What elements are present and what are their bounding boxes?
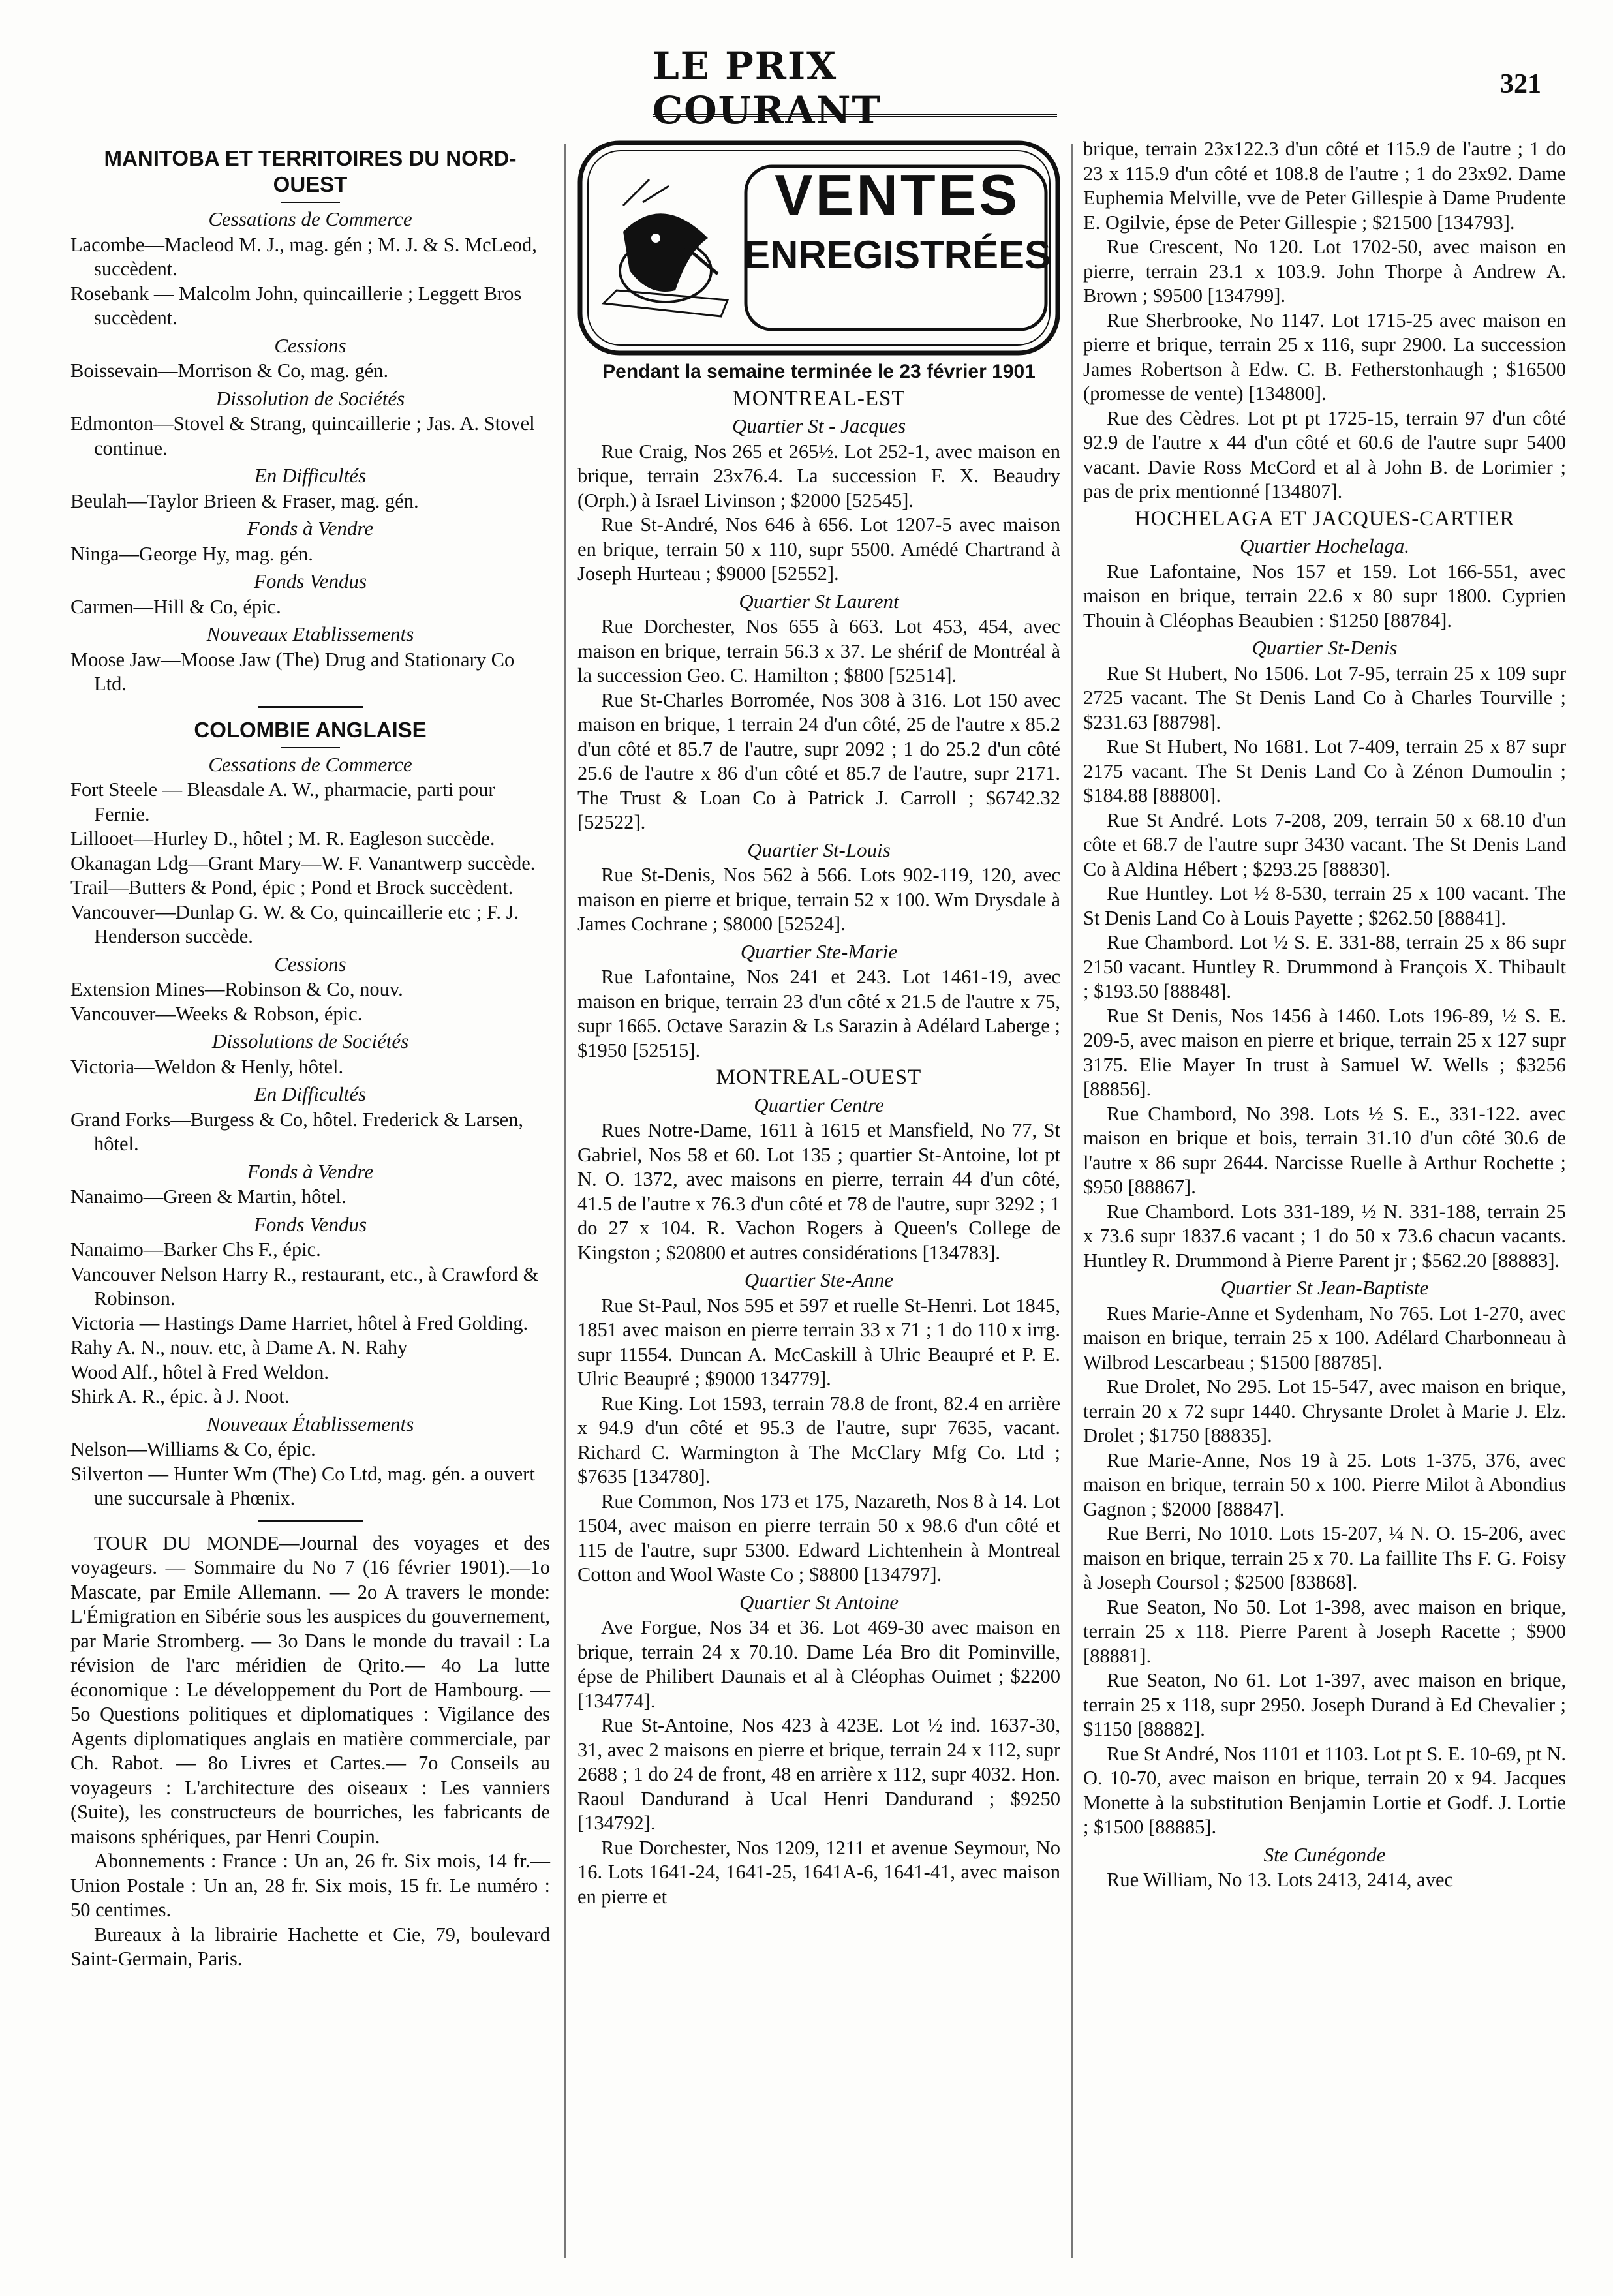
sale-entry: Rue Common, Nos 173 et 175, Nazareth, Nos 8 à 14. Lot 1504, avec maison en pierre terrain 50 x 98.6 d'un côté et 115 de l'autre, supr 5300. Edward Lichtenhein à Montreal Cotton and Wool Waste Co ; $8800 [134797]. xyxy=(577,1490,1060,1585)
subsection-heading: Fonds à Vendre xyxy=(247,1159,374,1183)
listing-entry: Grand Forks—Burgess & Co, hôtel. Frederick & Larsen, hôtel. xyxy=(70,1108,524,1155)
sale-entry: Rue King. Lot 1593, terrain 78.8 de front, 82.4 en arrière x 94.9 d'un côté et 95.3 de l'autre, supr 7635, vacant. Richard C. Warmington à The McClary Mfg Co. Ltd ; $7635 [134780]. xyxy=(577,1392,1060,1488)
sale-entry: Rue St Hubert, No 1681. Lot 7-409, terrain 25 x 87 supr 2175 vacant. The St Denis Land Co à Zénon Dumoulin ; $184.88 [88800]. xyxy=(1083,735,1566,806)
section-title-colombie: COLOMBIE ANGLAISE xyxy=(194,717,427,742)
subsection-heading: Fonds Vendus xyxy=(253,570,367,592)
sale-entry: Rue St-Antoine, Nos 423 à 423E. Lot ½ ind. 1637-30, 31, avec 2 maisons en pierre et brique, terrain 24 x 112, supr 2688 ; 1 do 24 de front, 48 en arrière x 112, supr 4032. Hon. Raoul Dandurand à Ucal Henri Dandurand ; $9250 [134792]. xyxy=(577,1714,1060,1834)
quartier-heading: Quartier Ste-Marie xyxy=(740,940,898,963)
listing-entry: Lillooet—Hurley D., hôtel ; M. R. Eagleson succède. xyxy=(70,827,495,850)
subsection-heading: Cessions xyxy=(274,952,346,975)
listing-entry: Victoria—Weldon & Henly, hôtel. xyxy=(70,1055,344,1078)
notice-paragraph: TOUR DU MONDE—Journal des voyages et des voyageurs. — Sommaire du No 7 (16 février 1901).—1o Mascate, par Emile Allemann. — 2o A travers le monde: L'Émigration en Sibérie sous les auspices du gouvernement, par Marie Stromberg. — 3o Dans le monde du travail : La révision de l'arc méridien de Qrito.— 4o La lutte économique : Le développement du Port de Hambourg. — 5o Questions politiques et diplomatiques : Vigilance des Agents diplomatiques anglais en matière commerciale, par Ch. Rabot. — 8o Livres et Cartes.— 7o Conseils au voyageurs : L'architecture des oiseaux : Les vanniers (Suite), les constructeurs de bourriches, les fabricants de maisons sphériques, par Henri Coupin. xyxy=(70,1531,550,1848)
sale-entry: Rue Berri, No 1010. Lots 15-207, ¼ N. O. 15-206, avec maison en brique, terrain 25 x 70. La faillite Ths F. G. Foisy à Joseph Coursol ; $2500 [83868]. xyxy=(1083,1522,1566,1593)
district-heading: HOCHELAGA ET JACQUES-CARTIER xyxy=(1134,506,1515,530)
subsection-heading: Fonds à Vendre xyxy=(247,517,374,540)
listing-entry: Wood Alf., hôtel à Fred Weldon. xyxy=(70,1360,330,1383)
listing-entry: Carmen—Hill & Co, épic. xyxy=(70,595,281,618)
column-right xyxy=(1083,137,1566,1893)
listing-entry: Nelson—Williams & Co, épic. xyxy=(70,1438,316,1460)
section-title-manitoba: MANITOBA ET TERRITOIRES DU NORD-OUEST xyxy=(104,146,517,196)
quartier-heading: Quartier Centre xyxy=(754,1093,884,1116)
quartier-heading: Quartier St - Jacques xyxy=(731,414,906,437)
listing-entry: Extension Mines—Robinson & Co, nouv. xyxy=(70,978,403,1000)
listing-entry: Edmonton—Stovel & Strang, quincaillerie ; Jas. A. Stovel continue. xyxy=(70,412,535,459)
sale-entry: Rue Huntley. Lot ½ 8-530, terrain 25 x 100 vacant. The St Denis Land Co à Louis Payette ; $262.50 [88841]. xyxy=(1083,882,1566,929)
notice-paragraph: Abonnements : France : Un an, 26 fr. Six mois, 14 fr.—Union Postale : Un an, 28 fr. Six mois, 15 fr. Le numéro : 50 centimes. xyxy=(70,1850,550,1921)
listing-entry: Rosebank — Malcolm John, quincaillerie ; Leggett Bros succèdent. xyxy=(70,282,522,329)
divider xyxy=(258,706,363,708)
listing-entry: Rahy A. N., nouv. etc, à Dame A. N. Rahy xyxy=(70,1336,408,1358)
quartier-heading: Quartier St Jean-Baptiste xyxy=(1220,1276,1429,1299)
sale-entry: Rue Drolet, No 295. Lot 15-547, avec maison en brique, terrain 20 x 72 supr 1440. Chrysante Drolet à Marie J. Elz. Drolet ; $1750 [88835]. xyxy=(1083,1375,1566,1446)
column-middle xyxy=(577,140,1060,1909)
district-heading: MONTREAL-EST xyxy=(732,386,906,410)
subsection-heading: En Difficultés xyxy=(254,464,367,487)
listing-entry: Shirk A. R., épic. à J. Noot. xyxy=(70,1385,290,1407)
quartier-heading: Quartier St Antoine xyxy=(739,1590,899,1614)
listing-entry: Ninga—George Hy, mag. gén. xyxy=(70,542,313,565)
page-number: 321 xyxy=(1500,69,1541,99)
listing-entry: Beulah—Taylor Brieen & Fraser, mag. gén. xyxy=(70,489,419,512)
banner-line-1: VENTES xyxy=(774,162,1021,227)
sale-entry: Rue St-Paul, Nos 595 et 597 et ruelle St-Henri. Lot 1845, 1851 avec maison en pierre terrain 33 x 71 ; 1 do 110 x irrg. supr 11554. Duncan A. McCaskill à Ulric Beaupré et P. E. Ulric Beaupré ; $9000 134779]. xyxy=(577,1294,1060,1390)
subsection-heading: Cessations de Commerce xyxy=(208,752,412,776)
listing-entry: Trail—Butters & Pond, épic ; Pond et Brock succèdent. xyxy=(70,876,514,898)
subsection-heading: Fonds Vendus xyxy=(253,1212,367,1236)
sale-entry: Rue Crescent, No 120. Lot 1702-50, avec maison en pierre, terrain 23.1 x 103.9. John Thorpe à Andrew A. Brown ; $9500 [134799]. xyxy=(1083,236,1566,307)
listing-entry: Lacombe—Macleod M. J., mag. gén ; M. J. & S. McLeod, succèdent. xyxy=(70,233,537,280)
listing-entry: Vancouver—Dunlap G. W. & Co, quincaillerie etc ; F. J. Henderson succède. xyxy=(70,900,519,947)
column-rule xyxy=(1071,144,1073,2258)
listing-entry: Moose Jaw—Moose Jaw (The) Drug and Stationary Co Ltd. xyxy=(70,648,515,695)
subsection-heading: En Difficultés xyxy=(254,1082,367,1105)
sale-entry: Rue Chambord, No 398. Lots ½ S. E., 331-122. avec maison en brique et bois, terrain 31.10 d'un côté 30.6 de l'autre x 86 supr 2644. Narcisse Ruelle à Arthur Rochette ; $950 [88867]. xyxy=(1083,1102,1566,1198)
listing-entry: Nanaimo—Green & Martin, hôtel. xyxy=(70,1186,346,1208)
sale-entry: Rue Dorchester, Nos 655 à 663. Lot 453, 454, avec maison en brique, terrain 56.3 x 37. Le shérif de Montréal à la succession Geo. C. Hamilton ; $800 [52514]. xyxy=(577,615,1060,686)
sale-entry: Rue Sherbrooke, No 1147. Lot 1715-25 avec maison en pierre et brique, terrain 25 x 116, supr 2900. La succession James Robertson à Edw. C. B. Fetherstonhaugh ; $16500 (promesse de vente) [134800]. xyxy=(1083,309,1566,405)
subsection-heading: Dissolution de Sociétés xyxy=(215,386,405,410)
listing-entry: Okanagan Ldg—Grant Mary—W. F. Vanantwerp succède. xyxy=(70,851,536,874)
sale-entry: Rue Seaton, No 50. Lot 1-398, avec maison en brique, terrain 25 x 118. Pierre Parent à Joseph Racette ; $900 [88881]. xyxy=(1083,1595,1566,1667)
quartier-heading: Quartier St-Denis xyxy=(1252,636,1398,659)
subsection-heading: Cessions xyxy=(274,333,346,357)
sale-entry: Rue des Cèdres. Lot pt pt 1725-15, terrain 97 d'un côté 92.9 de l'autre x 44 d'un côté et 60.6 de l'autre supr 5400 vacant. Davie Ross McCord et al à John B. de Lorimier ; pas de prix mentionné [134807]. xyxy=(1083,406,1566,502)
notice-paragraph: Bureaux à la librairie Hachette et Cie, 79, boulevard Saint-Germain, Paris. xyxy=(70,1923,550,1970)
subsection-heading: Nouveaux Etablissements xyxy=(206,622,414,645)
divider xyxy=(281,747,340,748)
quartier-heading: Quartier Ste-Anne xyxy=(744,1268,894,1291)
sale-entry: Rue St Denis, Nos 1456 à 1460. Lots 196-89, ½ S. E. 209-5, avec maison en pierre et brique, terrain 25 x 127 supr 3175. Elie Mayer In trust à Samuel W. Wells ; $3256 [88856]. xyxy=(1083,1004,1566,1100)
tour-du-monde-notice xyxy=(70,1531,550,1972)
sale-entry: Rue Seaton, No 61. Lot 1-397, avec maison en brique, terrain 25 x 118, supr 2950. Joseph Durand à Ed Chevalier ; $1150 [88882]. xyxy=(1083,1669,1566,1740)
sale-entry: Rue Chambord. Lot ½ S. E. 331-88, terrain 25 x 86 supr 2150 vacant. Huntley R. Drummond à François X. Thibault ; $193.50 [88848]. xyxy=(1083,931,1566,1002)
listing-entry: Fort Steele — Bleasdale A. W., pharmacie, parti pour Fernie. xyxy=(70,778,495,825)
ventes-banner xyxy=(577,140,1060,356)
quartier-heading: Quartier St Laurent xyxy=(739,589,899,613)
listing-entry: Vancouver—Weeks & Robson, épic. xyxy=(70,1002,363,1025)
sale-entry: Rues Notre-Dame, 1611 à 1615 et Mansfield, No 77, St Gabriel, Nos 58 et 60. Lot 135 ; quartier St-Antoine, lot pt N. O. 1372, avec maisons en pierre, terrain 44 d'un côté, 41.5 de l'autre x 76.3 d'un côté et 78 de l'autre, supr 3292 ; 1 do 27 x 104. R. Vachon Rogers à Queen's College de Kingston ; $20800 et autres considérations [134783]. xyxy=(577,1119,1060,1264)
sale-entry: Rue William, No 13. Lots 2413, 2414, avec xyxy=(1107,1869,1454,1891)
column-rule xyxy=(564,144,566,2258)
sale-entry: Ave Forgue, Nos 34 et 36. Lot 469-30 avec maison en brique, terrain 24 x 70.10. Dame Léa Bro dit Pominville, épse de Philibert Daunais et al à Cléophas Ouimet ; $2200 [134774]. xyxy=(577,1616,1060,1712)
sale-entry: Rue St Hubert, No 1506. Lot 7-95, terrain 25 x 109 supr 2725 vacant. The St Denis Land Co à Charles Tourville ; $231.63 [88798]. xyxy=(1083,662,1566,733)
banner-line-2: ENREGISTRÉES xyxy=(744,233,1051,277)
listing-entry: Boissevain—Morrison & Co, mag. gén. xyxy=(70,360,389,382)
quartier-heading: Ste Cunégonde xyxy=(1263,1843,1386,1866)
sale-entry: Rue St-Charles Borromée, Nos 308 à 316. Lot 150 avec maison en brique, 1 terrain 24 d'un côté, 25 de l'autre x 85.2 d'un côté et 85.7 de l'autre, supr 2092 ; 1 do 25.2 d'un côté 25.6 de l'autre x 86 d'un côté et 85.7 de l'autre, supr 2171. The Trust & Loan Co à Patrick J. Carroll ; $6742.32 [52522]. xyxy=(577,688,1060,833)
colombie-sections xyxy=(70,752,550,1511)
banner-text xyxy=(744,162,1051,285)
subsection-heading: Dissolutions de Sociétés xyxy=(211,1030,409,1052)
sale-entry: Rue Craig, Nos 265 et 265½. Lot 252-1, avec maison en brique, terrain 23x76.4. La succession F. X. Beaudry (Orph.) à Israel Livinson ; $2000 [52545]. xyxy=(577,440,1060,512)
sale-entry: Rue Chambord. Lots 331-189, ½ N. 331-188, terrain 25 x 73.6 supr 1837.6 vacant ; 1 do 50 x 73.6 chacun vacants. Huntley R. Drummond à Pierre Parent jr ; $562.20 [88883]. xyxy=(1083,1200,1566,1272)
sale-entry: Rue Lafontaine, Nos 157 et 159. Lot 166-551, avec maison en brique, terrain 22.6 x 80 supr 1800. Cyprien Thouin à Cléophas Beaubien : $1250 [88784]. xyxy=(1083,560,1566,632)
listing-entry: Vancouver Nelson Harry R., restaurant, etc., à Crawford & Robinson. xyxy=(70,1263,539,1309)
listing-entry: Nanaimo—Barker Chs F., épic. xyxy=(70,1238,321,1261)
quartier-heading: Quartier St-Louis xyxy=(747,838,891,861)
sale-entry: Rues Marie-Anne et Sydenham, No 765. Lot 1-270, avec maison en brique, terrain 25 x 100. Adélard Charbonneau à Wilbrod Lescarbeau ; $1500 [88785]. xyxy=(1083,1302,1566,1373)
listing-entry: Victoria — Hastings Dame Harriet, hôtel à Fred Golding. xyxy=(70,1311,529,1334)
sale-entry: brique, terrain 23x122.3 d'un côté et 115.9 de l'autre ; 1 do 23 x 115.9 d'un côté et 108.8 de l'autre ; 1 do 23x92. Dame Euphemia Melville, vve de Peter Gillespie à Dame Prudente E. Ogilvie, épse de Peter Gillespie ; $21500 [134793]. xyxy=(1083,138,1566,234)
quartier-heading: Quartier Hochelaga. xyxy=(1239,534,1410,557)
sale-entry: Rue Marie-Anne, Nos 19 à 25. Lots 1-375, 376, avec maison en brique, terrain 50 x 100. Pierre Milot à Abondius Gagnon ; $2000 [88847]. xyxy=(1083,1448,1566,1520)
sale-entry: Rue St André. Lots 7-208, 209, terrain 50 x 68.10 d'un côte et 68.7 de l'autre supr 3430 vacant. The St Denis Land Co à Aldina Hébert ; $293.25 [88830]. xyxy=(1083,808,1566,880)
week-heading: Pendant la semaine terminée le 23 février 1901 xyxy=(602,361,1036,382)
sale-entry: Rue St André, Nos 1101 et 1103. Lot pt S. E. 10-69, pt N. O. 10-70, avec maison en brique, terrain 20 x 94. Jacques Monette à la substitution Benjamin Lortie et Godf. J. Lortie ; $1500 [88885]. xyxy=(1083,1742,1566,1838)
sale-entry: Rue Dorchester, Nos 1209, 1211 et avenue Seymour, No 16. Lots 1641-24, 1641-25, 1641A-6, 1641-41, avec maison en pierre et xyxy=(577,1836,1060,1908)
sale-entry: Rue St-André, Nos 646 à 656. Lot 1207-5 avec maison en brique, terrain 50 x 110, supr 5500. Amédé Chartrand à Joseph Hurteau ; $9000 [52552]. xyxy=(577,513,1060,585)
column-left xyxy=(70,140,550,1972)
sales-listings-middle xyxy=(577,387,1060,1910)
divider xyxy=(281,202,340,203)
sales-listings-right xyxy=(1083,137,1566,1893)
manitoba-sections xyxy=(70,207,550,697)
bird-illustration-icon xyxy=(604,179,728,316)
sale-entry: Rue Lafontaine, Nos 241 et 243. Lot 1461-19, avec maison en brique, terrain 23 d'un côté x 21.5 de l'autre x 75, supr 1665. Octave Sarazin & Ls Sarazin à Adélard Laberge ; $1950 [52515]. xyxy=(577,966,1060,1062)
sale-entry: Rue St-Denis, Nos 562 à 566. Lots 902-119, 120, avec maison en pierre et brique, terrain 52 x 100. Wm Drysdale à James Cochrane ; $8000 [52524]. xyxy=(577,864,1060,935)
listing-entry: Silverton — Hunter Wm (The) Co Ltd, mag. gén. a ouvert une succursale à Phœnix. xyxy=(70,1462,535,1509)
masthead: LE PRIX COURANT xyxy=(653,62,1057,117)
ornament-divider xyxy=(258,1520,363,1522)
district-heading: MONTREAL-OUEST xyxy=(716,1065,922,1089)
subsection-heading: Nouveaux Établissements xyxy=(206,1412,414,1435)
subsection-heading: Cessations de Commerce xyxy=(208,207,412,230)
